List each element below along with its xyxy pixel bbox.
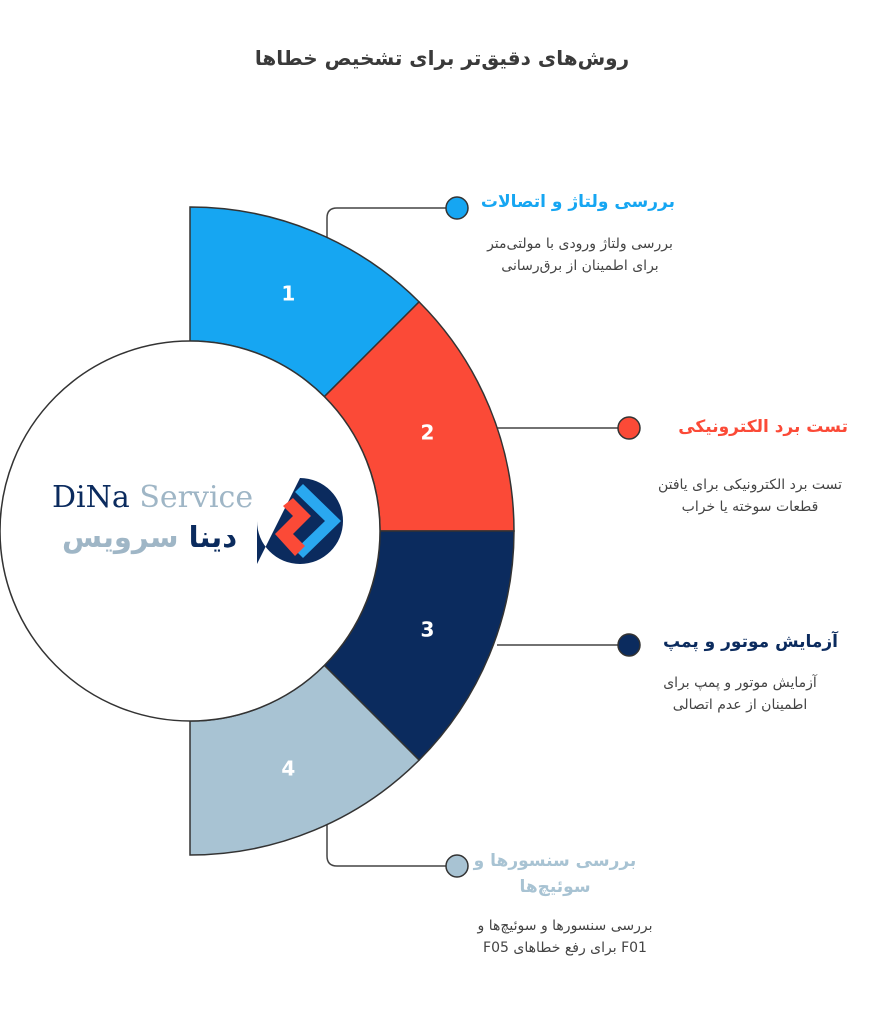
page-title: روش‌های دقیق‌تر برای تشخیص خطاها: [254, 46, 630, 70]
step-1-dot-icon: [446, 197, 468, 219]
step-3-description: آزمایش موتور و پمپ برای اطمینان از عدم اتصالی: [663, 675, 817, 713]
logo-mark-icon: [255, 476, 345, 566]
step-4-title: بررسی سنسورها و سوئیچ‌ها: [473, 851, 637, 897]
segment-number-4: 4: [281, 756, 296, 781]
step-1-description: بررسی ولتاژ ورودی با مولتی‌متر برای اطمینان از برق‌رسانی: [487, 236, 673, 274]
step-4-description: بررسی سنسورها و سوئیچ‌ها و F01 برای رفع خطاهای F05: [477, 918, 653, 956]
connector-line-4: [327, 812, 446, 866]
segment-number-2: 2: [420, 420, 435, 445]
step-2-title: تست برد الکترونیکی: [678, 417, 848, 437]
step-2-dot-icon: [618, 417, 640, 439]
logo-text-fa-1: دینا: [188, 520, 238, 554]
step-4-dot-icon: [446, 855, 468, 877]
step-2-description: تست برد الکترونیکی برای یافتن قطعات سوخته یا خراب: [657, 477, 843, 515]
step-3-title: آزمایش موتور و پمپ: [662, 632, 838, 652]
connector-line-1: [327, 208, 446, 250]
step-1-title: بررسی ولتاژ و اتصالات: [480, 192, 675, 212]
segment-number-1: 1: [281, 281, 296, 306]
segment-number-3: 3: [420, 617, 435, 642]
dina-service-logo: [50, 474, 345, 569]
logo-text-en-1: DiNa: [52, 480, 130, 515]
logo-text-en-2: Service: [139, 480, 254, 515]
step-3-dot-icon: [618, 634, 640, 656]
logo-text-fa-2: سرویس: [62, 520, 179, 554]
